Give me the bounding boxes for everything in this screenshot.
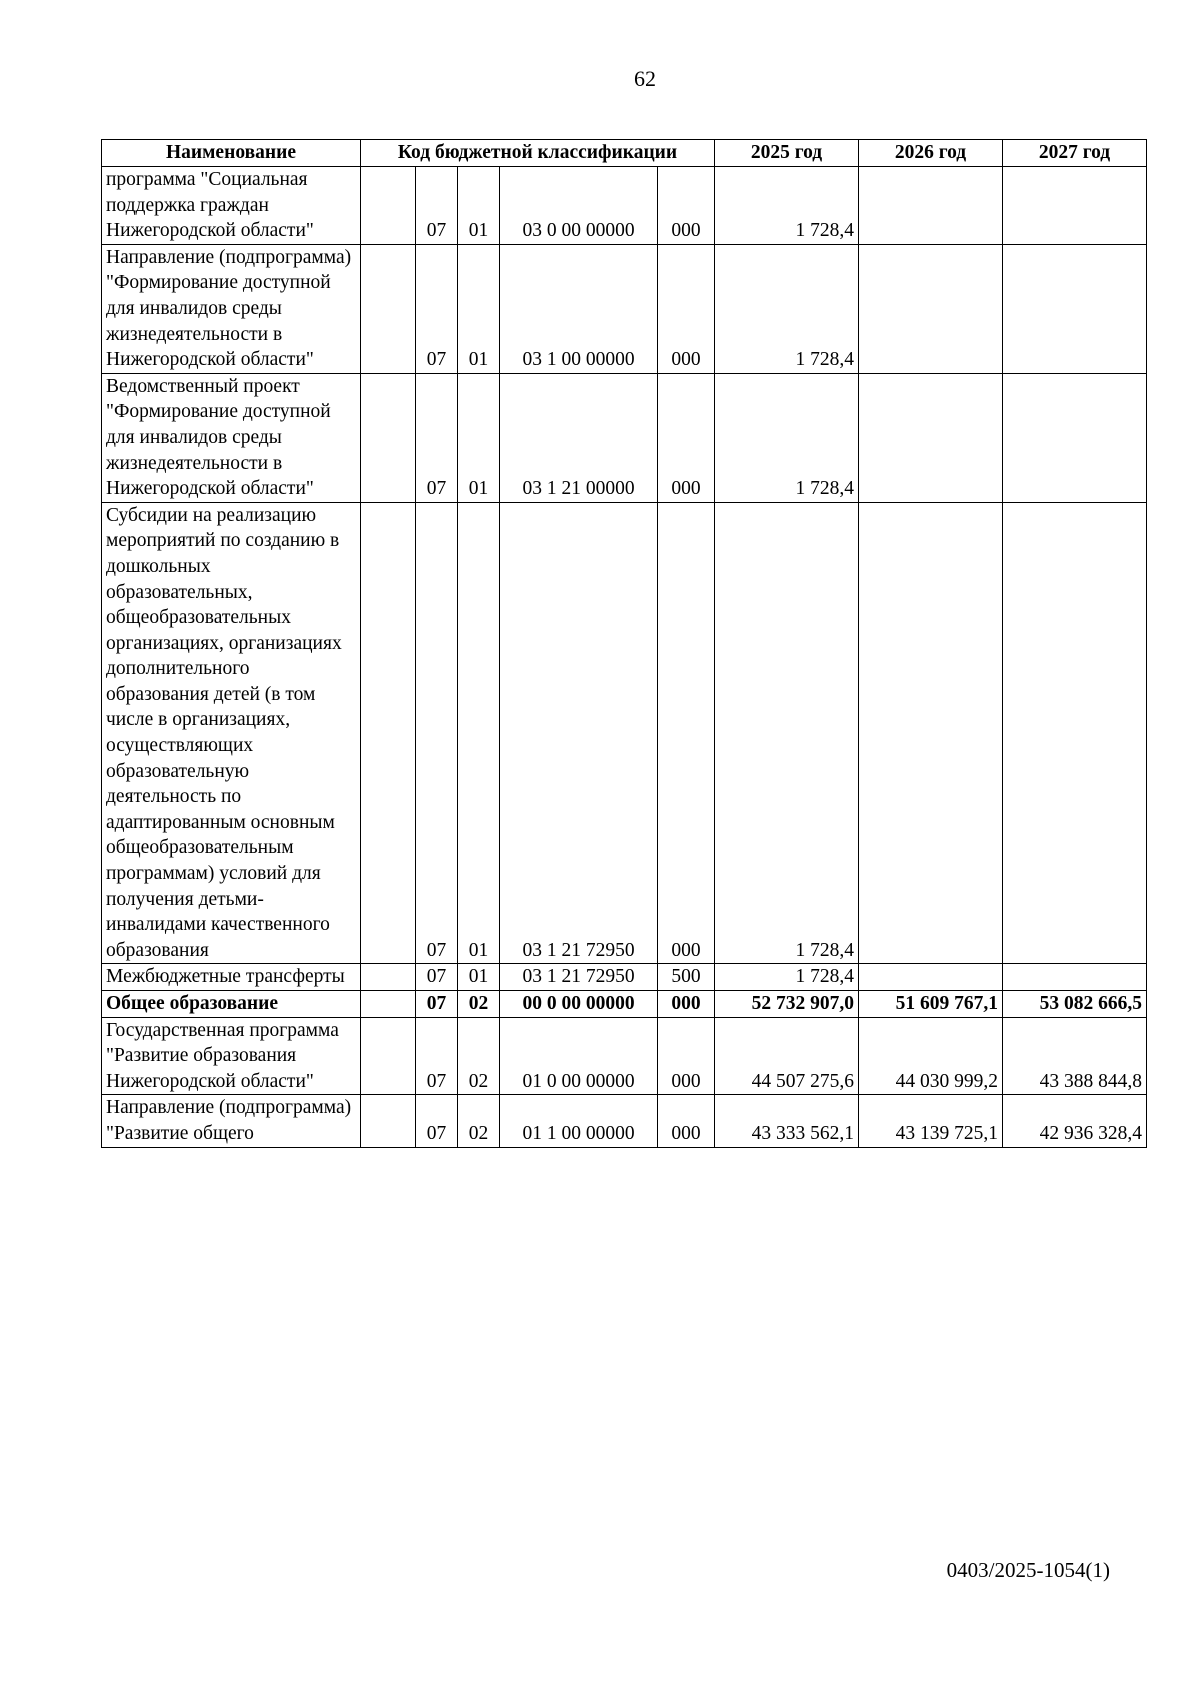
code-part-0 [361, 373, 416, 502]
value-2026 [859, 502, 1003, 964]
table-row [102, 964, 1147, 991]
value-2025: 1 728,4 [715, 964, 859, 991]
code-subsection: 02 [458, 991, 500, 1018]
table-row [102, 167, 1147, 245]
value-2025: 43 333 562,1 [715, 1095, 859, 1147]
code-part-0 [361, 1095, 416, 1147]
table-row [102, 373, 1147, 502]
header-row [102, 140, 1147, 167]
code-expense-type: 000 [658, 1017, 715, 1095]
row-name: Государственная программа "Развитие образования Нижегородской области" [102, 1017, 361, 1095]
value-2027: 42 936 328,4 [1003, 1095, 1147, 1147]
code-section: 07 [416, 167, 458, 245]
code-part-0 [361, 244, 416, 373]
value-2025: 1 728,4 [715, 502, 859, 964]
value-2027: 53 082 666,5 [1003, 991, 1147, 1018]
code-part-0 [361, 964, 416, 991]
code-target-article: 03 1 21 72950 [500, 502, 658, 964]
row-name: Направление (подпрограмма) "Формирование доступной для инвалидов среды жизнедеятельности в Нижегородской области" [102, 244, 361, 373]
code-subsection: 01 [458, 964, 500, 991]
document-code: 0403/2025-1054(1) [946, 1558, 1110, 1582]
code-part-0 [361, 991, 416, 1018]
code-subsection: 01 [458, 244, 500, 373]
header-name: Наименование [102, 140, 361, 167]
value-2026: 44 030 999,2 [859, 1017, 1003, 1095]
code-section: 07 [416, 373, 458, 502]
value-2027 [1003, 167, 1147, 245]
row-name: Общее образование [102, 991, 361, 1018]
table-row-total [102, 991, 1147, 1018]
header-code: Код бюджетной классификации [361, 140, 715, 167]
value-2027 [1003, 244, 1147, 373]
page-number: 62 [634, 66, 656, 91]
row-name: Субсидии на реализацию мероприятий по созданию в дошкольных образовательных, общеобразовательных организациях, организациях дополнительного образования детей (в том числе в организациях, осуществляющих образовательную деятельность по адаптированным основным общеобразовательным программам) условий для получения детьми-инвалидами качественного образования [102, 502, 361, 964]
row-name: программа "Социальная поддержка граждан Нижегородской области" [102, 167, 361, 245]
code-subsection: 01 [458, 373, 500, 502]
value-2027: 43 388 844,8 [1003, 1017, 1147, 1095]
code-target-article: 01 0 00 00000 [500, 1017, 658, 1095]
table-row [102, 502, 1147, 964]
code-part-0 [361, 167, 416, 245]
budget-table [101, 139, 1147, 1148]
value-2025: 1 728,4 [715, 244, 859, 373]
code-section: 07 [416, 964, 458, 991]
code-expense-type: 000 [658, 167, 715, 245]
code-section: 07 [416, 502, 458, 964]
header-2026: 2026 год [859, 140, 1003, 167]
code-expense-type: 000 [658, 373, 715, 502]
code-section: 07 [416, 1017, 458, 1095]
code-subsection: 02 [458, 1017, 500, 1095]
value-2025: 1 728,4 [715, 167, 859, 245]
code-target-article: 03 1 21 72950 [500, 964, 658, 991]
value-2026 [859, 373, 1003, 502]
code-target-article: 03 0 00 00000 [500, 167, 658, 245]
table-row [102, 1095, 1147, 1147]
code-expense-type: 000 [658, 991, 715, 1018]
code-target-article: 03 1 00 00000 [500, 244, 658, 373]
code-subsection: 01 [458, 167, 500, 245]
value-2026: 51 609 767,1 [859, 991, 1003, 1018]
code-part-0 [361, 1017, 416, 1095]
code-target-article: 01 1 00 00000 [500, 1095, 658, 1147]
row-name: Направление (подпрограмма) "Развитие общего [102, 1095, 361, 1147]
code-subsection: 02 [458, 1095, 500, 1147]
value-2025: 44 507 275,6 [715, 1017, 859, 1095]
value-2026: 43 139 725,1 [859, 1095, 1003, 1147]
header-2025: 2025 год [715, 140, 859, 167]
code-target-article: 00 0 00 00000 [500, 991, 658, 1018]
value-2026 [859, 167, 1003, 245]
code-expense-type: 000 [658, 502, 715, 964]
code-expense-type: 000 [658, 244, 715, 373]
header-2027: 2027 год [1003, 140, 1147, 167]
table-row [102, 244, 1147, 373]
code-section: 07 [416, 991, 458, 1018]
value-2027 [1003, 373, 1147, 502]
code-section: 07 [416, 244, 458, 373]
value-2025: 1 728,4 [715, 373, 859, 502]
row-name: Ведомственный проект "Формирование доступной для инвалидов среды жизнедеятельности в Нижегородской области" [102, 373, 361, 502]
value-2025: 52 732 907,0 [715, 991, 859, 1018]
table-row [102, 1017, 1147, 1095]
code-part-0 [361, 502, 416, 964]
value-2027 [1003, 964, 1147, 991]
row-name: Межбюджетные трансферты [102, 964, 361, 991]
code-expense-type: 500 [658, 964, 715, 991]
code-subsection: 01 [458, 502, 500, 964]
value-2027 [1003, 502, 1147, 964]
code-expense-type: 000 [658, 1095, 715, 1147]
value-2026 [859, 244, 1003, 373]
value-2026 [859, 964, 1003, 991]
code-section: 07 [416, 1095, 458, 1147]
code-target-article: 03 1 21 00000 [500, 373, 658, 502]
